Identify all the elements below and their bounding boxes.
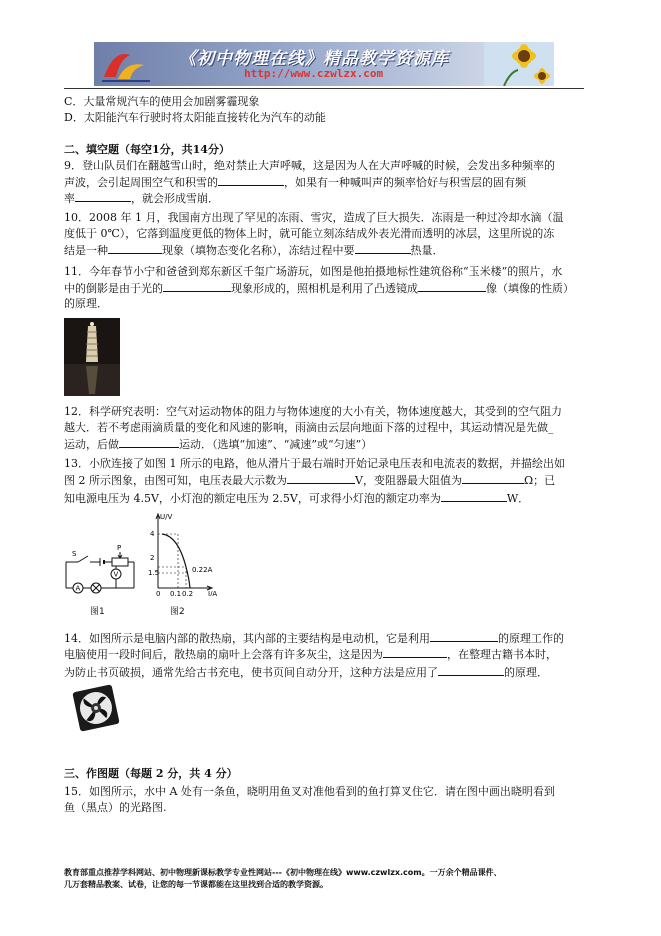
footer-line-2: 几万套精品教案、试卷，让您的每一节课都能在这里找到合适的教学资源。 [64,880,328,889]
fig1-voltmeter-label: V [113,570,119,579]
option-d: D．太阳能汽车行驶时将太阳能直接转化为汽车的动能 [64,111,326,124]
banner-url: http://www.czwlzx.com [244,67,384,80]
section-2-heading: 二、填空题（每空1分，共14分） [64,143,230,156]
fig1-ammeter-label: A [75,584,81,593]
fig1-caption: 图1 [90,607,105,617]
q15-line1: 15．如图所示，水中 A 处有一条鱼，晓明用鱼叉对准他看到的鱼打算叉住它．请在图中画出晓明看到 [64,785,555,798]
q9-line2 [64,174,526,190]
q10-blank-1[interactable] [108,242,162,254]
fig2-x-tick-0-2: 0.2 [182,590,194,596]
q10-blank-2[interactable] [355,242,411,254]
ui-graph-fig2 [148,512,228,596]
q13-blank-1[interactable] [287,472,355,484]
q11-text-b: 现象形成的，照相机是利用了凸透镜成 [231,282,418,295]
q12-text-b: 运动．（选填“加速”、“减速”或“匀速”） [179,438,373,451]
fig2-y-axis-label: U/V [160,513,173,521]
q14-text-d: ，在整理古籍书本时， [447,648,557,661]
fig2-y-tick-2: 2 [150,554,155,562]
q14-blank-2[interactable] [383,646,447,658]
q13-line2 [64,472,555,488]
q10-text-a: 结是一种 [64,244,108,257]
circuit-diagram-fig1 [62,540,142,596]
q13-line3 [64,490,529,506]
q13-blank-2[interactable] [462,472,524,484]
q12-line2: 越大．若不考虑雨滴质量的变化和风速的影响，雨滴由云层向地面下落的过程中，其运动情况是先做_ [64,421,554,434]
footer-line-1: 教育部重点推荐学科网站、初中物理新课标教学专业性网站---《初中物理在线》www.czwlzx.com。一万余个精品课件、 [64,868,502,877]
q15-line2: 鱼（黑点）的光路图. [64,801,167,814]
banner-title: 《初中物理在线》精品教学资源库 [179,49,449,69]
q13-blank-3[interactable] [441,490,507,502]
sunflower-icon [484,42,554,86]
q11-blank-1[interactable] [163,280,231,292]
q13-line1: 13．小欣连接了如图 1 所示的电路，他从滑片于最右端时开始记录电压表和电流表的数据，并描绘出如 [64,457,565,470]
q14-line1 [64,630,564,646]
q12-blank-1[interactable] [119,436,179,448]
q9-line1: 9．登山队员们在翻越雪山时，绝对禁止大声呼喊，这是因为人在大声呼喊的时候，会发出多种频率的 [64,159,555,172]
q14-text-a: 14．如图所示是电脑内部的散热扇，其内部的主要结构是电动机，它是利用 [64,632,430,645]
q10-text-c: 热量． [410,244,444,257]
q13-text-e: W． [506,492,530,505]
q9-line3 [64,190,219,206]
fig2-point-label: 0.22A [192,566,213,574]
q13-text-c: Ω；已 [523,474,556,487]
q14-text-e: 为防止书页破损，通常先给古书充电，使书页间自动分开，这种方法是应用了 [64,666,438,679]
fig2-caption: 图2 [170,607,185,617]
q9-text-b: ，如果有一种喊叫声的频率恰好与积雪层的固有频 [284,176,526,189]
q14-blank-1[interactable] [430,630,498,642]
fig1-switch-label: S [72,550,77,558]
header-banner [94,42,554,86]
q14-text-b: 的原理工作的 [498,632,564,645]
q11-line2 [64,280,574,296]
q9-text-c: 率 [64,192,75,205]
q11-text-c: 像（填像的性质） [486,282,574,295]
fig1-slider-label: P [117,544,122,552]
q14-line3 [64,664,548,680]
q9-text-a: 声波，会引起周围空气和积雪的 [64,176,218,189]
fig2-y-tick-1-5: 1.5 [148,569,160,577]
fig2-x-tick-0-1: 0.1 [170,590,182,596]
q10-text-b: 现象（填物态变化名称），冻结过程中要 [162,244,355,257]
q9-blank-1[interactable] [218,174,284,186]
q14-line2 [64,646,557,662]
header-rule [64,88,584,89]
fig2-x-axis-label: I/A [208,590,218,596]
option-c: C．大量常规汽车的使用会加剧雾霾现象 [64,95,260,108]
q10-line2: 度低于 0℃），它落到温度更低的物体上时，就可能立刻冻结成外表光滑而透明的冰层，这里所说的冻 [64,227,555,240]
q9-blank-2[interactable] [75,190,131,202]
site-logo-icon [100,45,154,83]
q11-line3: 的原理． [64,297,108,310]
q10-line3 [64,242,444,258]
fig2-y-tick-4: 4 [150,530,155,538]
q11-blank-2[interactable] [418,280,486,292]
q11-line1: 11．今年春节小宁和爸爸到郑东新区千玺广场游玩，如图是他拍摄地标性建筑俗称“玉米楼”的照片，水 [64,265,563,278]
q14-text-c: 电脑使用一段时间后，散热扇的扇叶上会落有许多灰尘，这是因为 [64,648,383,661]
q11-text-a: 中的倒影是由于光的 [64,282,163,295]
q13-text-d: 知电源电压为 4.5V，小灯泡的额定电压为 2.5V，可求得小灯泡的额定功率为 [64,492,441,505]
q12-line3 [64,436,372,452]
q14-text-f: 的原理． [504,666,548,679]
q13-text-b: V，变阻器最大阻值为 [355,474,462,487]
q12-line1: 12．科学研究表明：空气对运动物体的阻力与物体速度的大小有关，物体速度越大，其受到的空气阻力 [64,405,562,418]
q14-blank-3[interactable] [438,664,504,676]
section-3-heading: 三、作图题（每题 2 分，共 4 分） [64,767,238,780]
q13-text-a: 图 2 所示图象，由图可知，电压表最大示数为 [64,474,287,487]
q12-text-a: 运动，后做 [64,438,119,451]
q10-line1: 10．2008 年 1 月，我国南方出现了罕见的冻雨、雪灾，造成了巨大损失．冻雨是一种过冷却水滴（温 [64,211,564,224]
cooling-fan-photo [68,684,124,732]
corn-tower-photo [64,318,120,396]
q9-text-d: ，就会形成雪崩． [131,192,219,205]
fig2-x-tick-0: 0 [156,590,161,596]
